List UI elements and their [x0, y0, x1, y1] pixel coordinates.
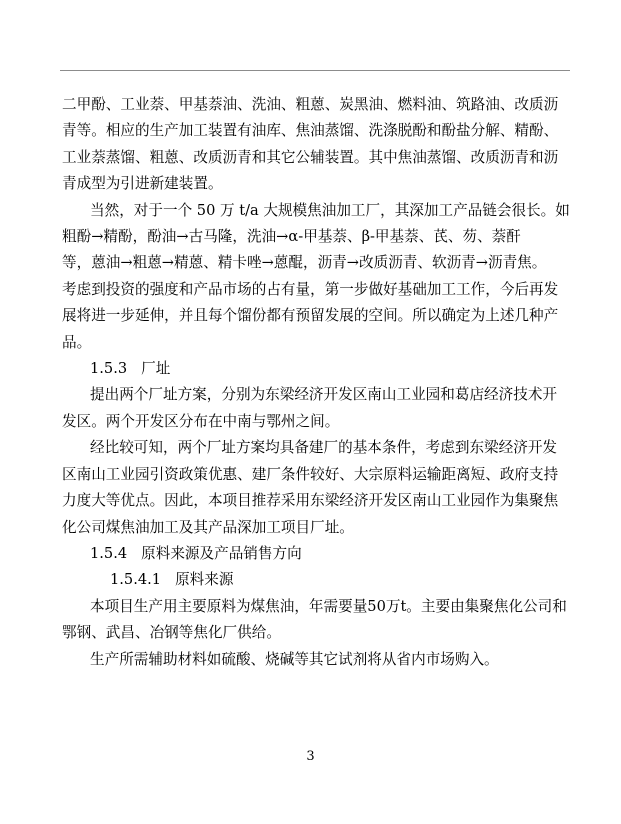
text-line: 粗酚→精酚，酚油→古马隆，洗油→α-甲基萘、β-甲基萘、芪、芴、萘酐 [62, 228, 521, 246]
page-number: 3 [306, 749, 315, 764]
section-heading-materials-sales [62, 541, 570, 567]
paragraph-site-comparison [62, 435, 570, 541]
section-number: 1.5.4 [90, 544, 128, 562]
section-title: 原料来源 [175, 571, 234, 589]
paragraph-auxiliary-material [62, 647, 570, 673]
section-heading-site [62, 356, 570, 382]
section-title: 厂址 [141, 360, 171, 378]
text-line: 发区。两个开发区分布在中南与鄂州之间。 [62, 412, 340, 430]
text-line: 工业萘蒸馏、粗蒽、改质沥青和其它公辅装置。其中焦油蒸馏、改质沥青和沥 [62, 148, 559, 166]
text-line: 青成型为引进新建装置。 [62, 175, 223, 193]
text-line: 化公司煤焦油加工及其产品深加工项目厂址。 [62, 518, 354, 536]
paragraph-main-material [62, 594, 570, 647]
section-heading-materials [62, 567, 570, 593]
text-line: 力度大等优点。因此，本项目推荐采用东梁经济开发区南山工业园作为集聚焦 [62, 492, 559, 510]
text-line: 当然，对于一个 50 万 t/a 大规模焦油加工厂，其深加工产品链会很长。如 [90, 201, 570, 219]
text-line: 二甲酚、工业萘、甲基萘油、洗油、粗蒽、炭黑油、燃料油、筑路油、改质沥 [62, 96, 559, 113]
document-body [62, 92, 570, 673]
text-line: 展将进一步延伸，并且每个馏份都有预留发展的空间。所以确定为上述几种产 [62, 307, 559, 325]
text-line: 品。 [62, 333, 92, 351]
paragraph-site-options [62, 382, 570, 435]
text-line: 生产所需辅助材料如硫酸、烧碱等其它试剂将从省内市场购入。 [90, 650, 499, 668]
text-line: 提出两个厂址方案，分别为东梁经济开发区南山工业园和葛店经济技术开 [90, 386, 558, 404]
text-line: 等，蒽油→粗蒽→精蒽、精卡唑→蒽醌，沥青→改质沥青、软沥青→沥青焦。 [62, 254, 547, 272]
text-line: 本项目生产用主要原料为煤焦油，年需要量50万t。主要由集聚焦化公司和 [90, 597, 567, 615]
text-line: 考虑到投资的强度和产品市场的占有量，第一步做好基础加工工作，今后再发 [62, 280, 559, 298]
header-rule [60, 70, 570, 71]
section-title: 原料来源及产品销售方向 [141, 544, 302, 562]
paragraph-deep-processing [62, 198, 570, 356]
section-number: 1.5.4.1 [110, 571, 162, 589]
text-line: 经比较可知，两个厂址方案均具备建厂的基本条件，考虑到东梁经济开发 [90, 439, 558, 457]
section-number: 1.5.3 [90, 360, 128, 378]
text-line: 青等。相应的生产加工装置有油库、焦油蒸馏、洗涤脱酚和酚盐分解、精酚、 [62, 122, 559, 140]
text-line: 鄂钢、武昌、冶钢等焦化厂供给。 [62, 624, 281, 642]
text-line: 区南山工业园引资政策优惠、建厂条件较好、大宗原料运输距离短、政府支持 [62, 465, 559, 483]
paragraph-product-list [62, 92, 570, 198]
